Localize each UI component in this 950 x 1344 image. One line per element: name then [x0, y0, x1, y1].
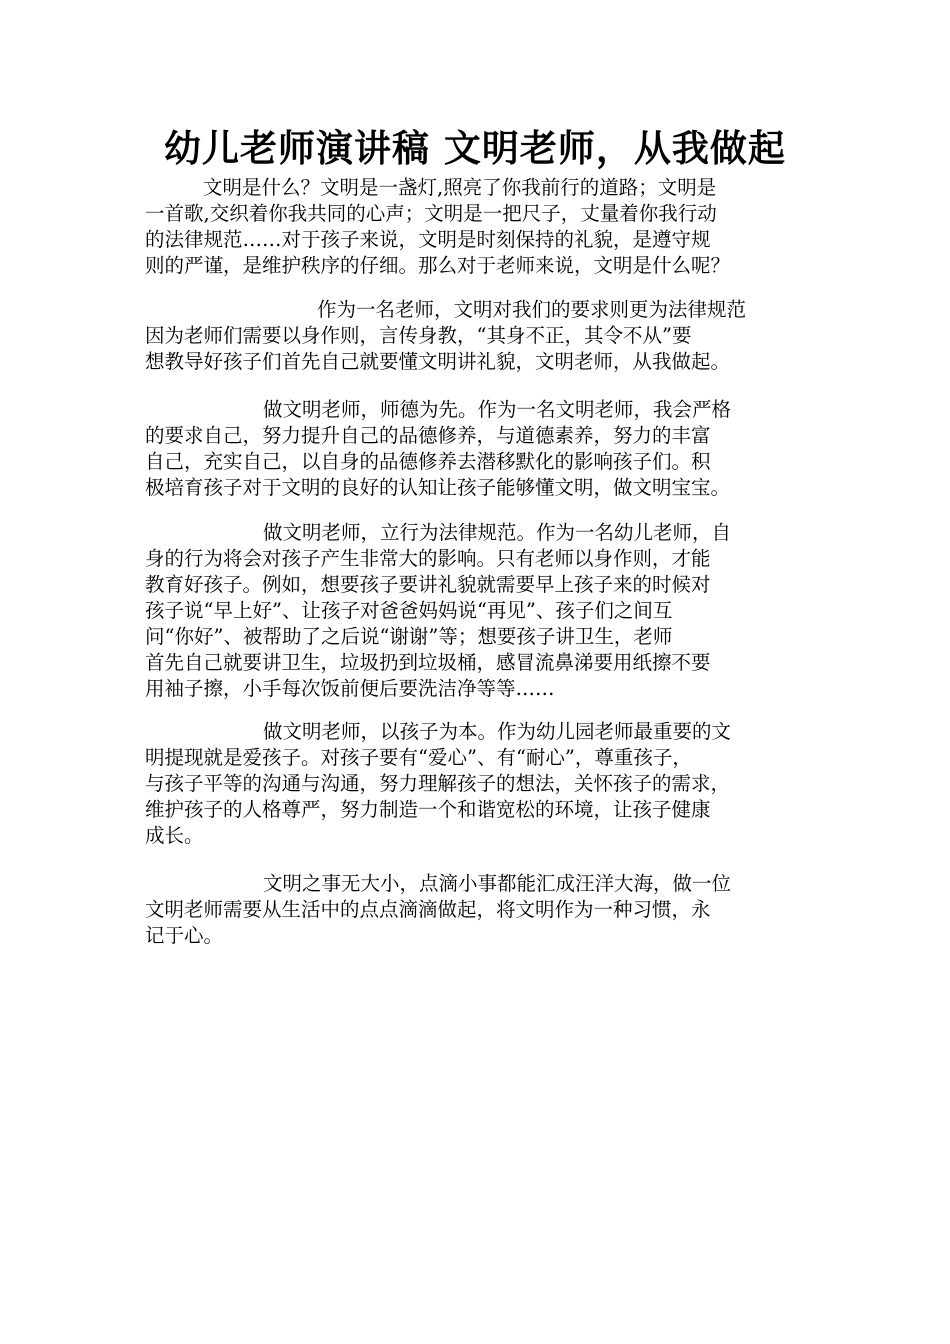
paragraph-teacher-requirements — [145, 297, 810, 375]
paragraph-line: 记于心。 — [145, 924, 224, 947]
paragraph-line: 教育好孩子。例如，想要孩子要讲礼貌就需要早上孩子来的时候对 — [145, 573, 711, 596]
paragraph-line: 则的严谨，是维护秩序的仔细。那么对于老师来说，文明是什么呢？ — [145, 254, 731, 277]
paragraph-line: 一首歌,交织着你我共同的心声；文明是一把尺子，丈量着你我行动 — [145, 202, 717, 225]
paragraph-lead-by-example — [145, 520, 810, 702]
paragraph-line: 自己，充实自己，以自身的品德修养去潜移默化的影响孩子们。积 — [145, 450, 711, 473]
paragraph-line: 文明是什么？文明是一盏灯,照亮了你我前行的道路；文明是 — [203, 176, 717, 199]
paragraph-line: 与孩子平等的沟通与沟通，努力理解孩子的想法，关怀孩子的需求， — [145, 772, 731, 795]
paragraph-line: 做文明老师，立行为法律规范。作为一名幼儿老师，自 — [263, 521, 732, 544]
paragraph-line: 问“你好”、被帮助了之后说“谢谢”等；想要孩子讲卫生，老师 — [145, 625, 673, 648]
document-title: 幼儿老师演讲稿 文明老师，从我做起 — [164, 127, 786, 170]
paragraph-line: 的法律规范……对于孩子来说，文明是时刻保持的礼貌，是遵守规 — [145, 228, 711, 251]
paragraph-line: 文明老师需要从生活中的点点滴滴做起，将文明作为一种习惯，永 — [145, 898, 711, 921]
paragraph-line: 明提现就是爱孩子。对孩子要有“爱心”、有“耐心”，尊重孩子， — [145, 746, 692, 769]
paragraph-line: 想教导好孩子们首先自己就要懂文明讲礼貌，文明老师，从我做起。 — [145, 350, 731, 373]
paragraph-line: 因为老师们需要以身作则，言传身教，“其身不正，其令不从”要 — [145, 324, 692, 347]
paragraph-line: 做文明老师，师德为先。作为一名文明老师，我会严格 — [263, 398, 732, 421]
paragraph-what-is-civility — [145, 175, 810, 279]
paragraph-line: 孩子说“早上好”、让孩子对爸爸妈妈说“再见”、孩子们之间互 — [145, 599, 673, 622]
paragraph-child-centered — [145, 719, 810, 849]
paragraph-line: 身的行为将会对孩子产生非常大的影响。只有老师以身作则，才能 — [145, 547, 711, 570]
paragraph-conclusion — [145, 871, 810, 949]
paragraph-line: 首先自己就要讲卫生，垃圾扔到垃圾桶，感冒流鼻涕要用纸擦不要 — [145, 651, 711, 674]
paragraph-line: 维护孩子的人格尊严，努力制造一个和谐宽松的环境，让孩子健康 — [145, 798, 711, 821]
paragraph-ethics-first — [145, 397, 810, 501]
paragraph-line: 文明之事无大小，点滴小事都能汇成汪洋大海，做一位 — [263, 872, 732, 895]
paragraph-line: 用袖子擦，小手每次饭前便后要洗洁净等等…… — [145, 677, 555, 700]
paragraph-line: 极培育孩子对于文明的良好的认知让孩子能够懂文明，做文明宝宝。 — [145, 476, 731, 499]
paragraph-line: 的要求自己，努力提升自己的品德修养，与道德素养，努力的丰富 — [145, 424, 711, 447]
paragraph-line: 成长。 — [145, 824, 204, 847]
paragraph-line: 做文明老师，以孩子为本。作为幼儿园老师最重要的文 — [263, 720, 732, 743]
paragraph-line: 作为一名老师，文明对我们的要求则更为法律规范 — [317, 298, 747, 321]
